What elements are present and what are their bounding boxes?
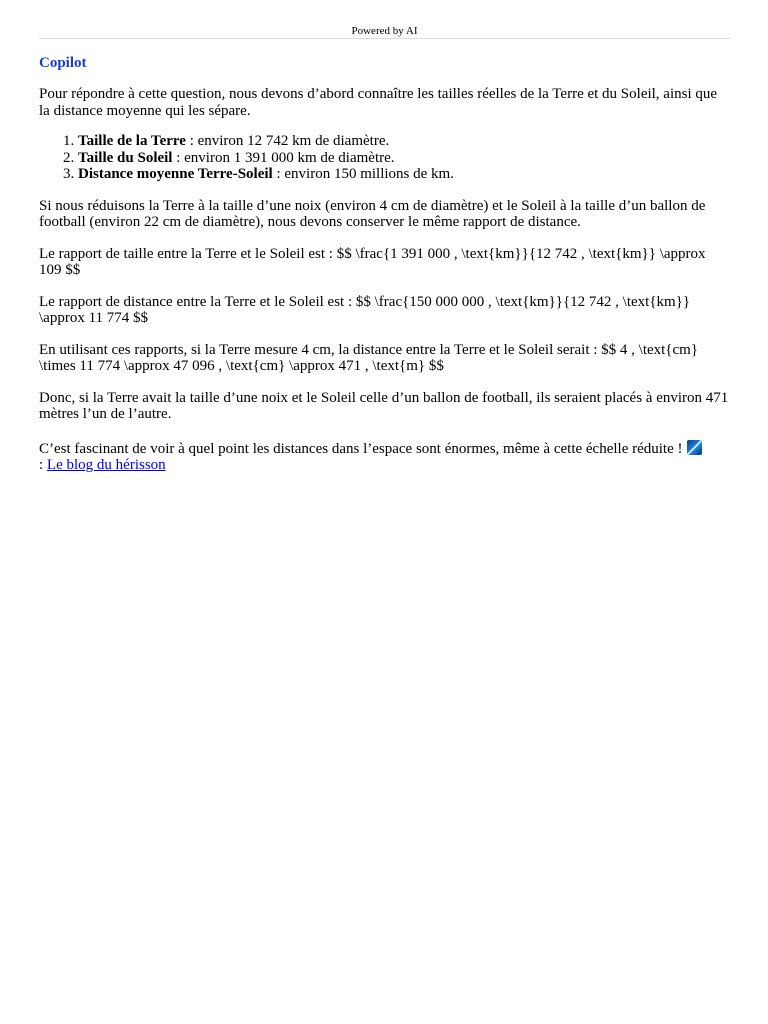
source-title: Copilot xyxy=(39,55,87,71)
list-item xyxy=(78,133,730,150)
fact-value: : environ 150 millions de km. xyxy=(272,166,454,182)
list-item xyxy=(78,150,730,167)
fact-label: Distance moyenne Terre-Soleil xyxy=(78,166,273,182)
scale-paragraph: Si nous réduisons la Terre à la taille d’une noix (environ 4 cm de diamètre) et le Soleil à la taille d’un ballon de football (environ 22 cm de diamètre), nous devons conserver le même rapport de distance. xyxy=(39,197,706,230)
fact-label: Taille de la Terre xyxy=(78,133,186,149)
closing-paragraph xyxy=(39,440,730,474)
fact-value: : environ 12 742 km de diamètre. xyxy=(185,133,390,149)
telescope-emoji-icon xyxy=(687,440,702,455)
intro-paragraph: Pour répondre à cette question, nous devons d’abord connaître les tailles réelles de la Terre et du Soleil, ainsi que la distance moyenne qui les sépare. xyxy=(39,86,718,119)
powered-by-text: Powered by AI xyxy=(351,25,418,37)
fact-label: Taille du Soleil xyxy=(78,149,173,166)
facts-list xyxy=(39,133,730,183)
list-item xyxy=(78,166,730,183)
computation-paragraph: En utilisant ces rapports, si la Terre mesure 4 cm, la distance entre la Terre et le Soleil serait : $$ 4 , \text{cm} \times 11 774 \approx 47 096 , \text{cm} \approx 471 , \text{m} $$ xyxy=(39,341,699,374)
distance-ratio-paragraph: Le rapport de distance entre la Terre et le Soleil est : $$ \frac{150 000 000 , \text{km}}{12 742 , \text{km}} \approx 11 774 $$ xyxy=(39,293,691,326)
size-ratio-paragraph: Le rapport de taille entre la Terre et le Soleil est : $$ \frac{1 391 000 , \text{km}}{12 742 , \text{km}} \approx 109 $$ xyxy=(39,245,706,278)
conclusion-paragraph: Donc, si la Terre avait la taille d’une noix et le Soleil celle d’un ballon de football, ils seraient placés à environ 471 mètres l’un de l’autre. xyxy=(39,389,729,422)
powered-by-header xyxy=(39,0,730,39)
closing-text: C’est fascinant de voir à quel point les distances dans l’espace sont énormes, même à cette échelle réduite ! xyxy=(39,440,683,457)
source-separator: : xyxy=(39,457,47,473)
source-link[interactable]: Le blog du hérisson xyxy=(46,457,166,473)
answer-page xyxy=(39,0,730,474)
fact-value: : environ 1 391 000 km de diamètre. xyxy=(172,149,395,166)
